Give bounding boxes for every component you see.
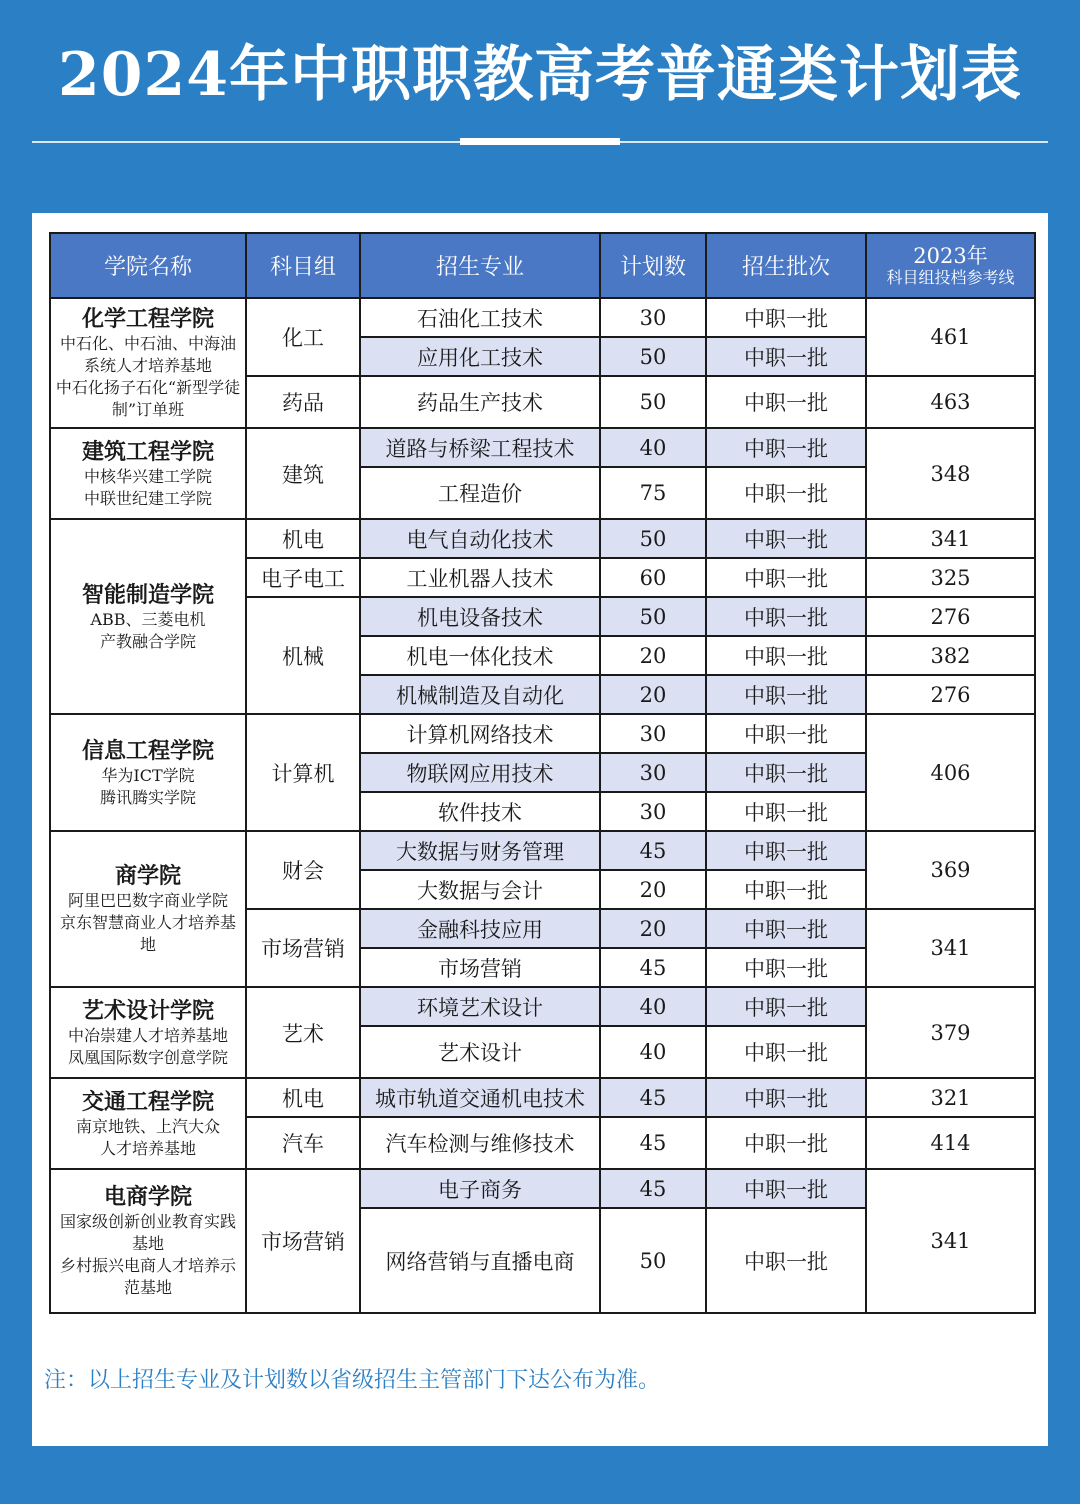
major-cell: 大数据与财务管理: [360, 831, 600, 870]
table-row: [50, 298, 1035, 337]
major-cell: 工业机器人技术: [360, 558, 600, 597]
reference-line-cell: 341: [866, 519, 1035, 558]
header-line-year: 2023年: [913, 243, 988, 268]
college-cell: [50, 1169, 246, 1313]
batch-cell: 中职一批: [706, 558, 866, 597]
college-description: 乡村振兴电商人才培养示范基地: [59, 1256, 236, 1297]
major-cell: 机电设备技术: [360, 597, 600, 636]
reference-line-cell: 348: [866, 428, 1035, 519]
college-description: 中联世纪建工学院: [83, 488, 212, 508]
page-title: 2024年中职职教高考普通类计划表: [58, 40, 1022, 110]
reference-line-cell: 414: [866, 1117, 1035, 1169]
plan-count-cell: 50: [600, 337, 706, 376]
header-line-label: 科目组投档参考线: [886, 267, 1015, 287]
batch-cell: 中职一批: [706, 1169, 866, 1208]
major-cell: 市场营销: [360, 948, 600, 987]
reference-line-cell: 406: [866, 714, 1035, 831]
college-cell: [50, 831, 246, 987]
plan-count-cell: 20: [600, 636, 706, 675]
major-cell: 电气自动化技术: [360, 519, 600, 558]
college-name: 商学院: [114, 863, 181, 889]
batch-cell: 中职一批: [706, 675, 866, 714]
header-college: 学院名称: [50, 233, 246, 298]
major-cell: 电子商务: [360, 1169, 600, 1208]
batch-cell: 中职一批: [706, 792, 866, 831]
college-name: 化学工程学院: [81, 306, 214, 332]
major-cell: 软件技术: [360, 792, 600, 831]
plan-count-cell: 50: [600, 376, 706, 428]
college-name: 交通工程学院: [81, 1088, 214, 1115]
batch-cell: 中职一批: [706, 1117, 866, 1169]
content-card: [32, 213, 1048, 1446]
major-cell: 大数据与会计: [360, 870, 600, 909]
college-description: 中冶崇建人才培养基地: [67, 1025, 228, 1045]
batch-cell: 中职一批: [706, 519, 866, 558]
header-major: 招生专业: [360, 233, 600, 298]
table-row: [50, 714, 1035, 753]
plan-count-cell: 20: [600, 675, 706, 714]
major-cell: 道路与桥梁工程技术: [360, 428, 600, 467]
major-cell: 汽车检测与维修技术: [360, 1117, 600, 1169]
batch-cell: 中职一批: [706, 1208, 866, 1313]
subject-group-cell: 市场营销: [246, 909, 360, 987]
major-cell: 计算机网络技术: [360, 714, 600, 753]
college-description: 凤凰国际数字创意学院: [67, 1047, 228, 1067]
college-cell: [50, 1078, 246, 1169]
plan-count-cell: 20: [600, 870, 706, 909]
plan-count-cell: 50: [600, 1208, 706, 1313]
reference-line-cell: 369: [866, 831, 1035, 909]
college-cell: [50, 298, 246, 428]
subject-group-cell: 化工: [246, 298, 360, 376]
plan-count-cell: 50: [600, 519, 706, 558]
batch-cell: 中职一批: [706, 636, 866, 675]
college-description: 中石化扬子石化“新型学徒制”订单班: [55, 378, 241, 419]
plan-count-cell: 45: [600, 1078, 706, 1117]
college-name: 建筑工程学院: [81, 438, 214, 465]
reference-line-cell: 276: [866, 597, 1035, 636]
college-description: 华为ICT学院: [101, 765, 195, 785]
batch-cell: 中职一批: [706, 467, 866, 519]
reference-line-cell: 341: [866, 1169, 1035, 1313]
reference-line-cell: 463: [866, 376, 1035, 428]
college-name: 电商学院: [103, 1184, 192, 1210]
college-description: 产教融合学院: [99, 631, 196, 651]
batch-cell: 中职一批: [706, 376, 866, 428]
subject-group-cell: 机电: [246, 1078, 360, 1117]
college-description: 人才培养基地: [99, 1138, 196, 1158]
major-cell: 环境艺术设计: [360, 987, 600, 1026]
header-reference-line: [866, 233, 1035, 298]
batch-cell: 中职一批: [706, 1078, 866, 1117]
batch-cell: 中职一批: [706, 298, 866, 337]
table-body: [50, 298, 1035, 1313]
table-row: [50, 428, 1035, 467]
table-row: [50, 1169, 1035, 1208]
plan-count-cell: 75: [600, 467, 706, 519]
plan-count-cell: 20: [600, 909, 706, 948]
plan-count-cell: 50: [600, 597, 706, 636]
major-cell: 网络营销与直播电商: [360, 1208, 600, 1313]
batch-cell: 中职一批: [706, 753, 866, 792]
major-cell: 机电一体化技术: [360, 636, 600, 675]
college-description: 中石化、中石油、中海油系统人才培养基地: [59, 334, 236, 375]
college-description: ABB、三菱电机: [90, 609, 206, 629]
subject-group-cell: 财会: [246, 831, 360, 909]
major-cell: 药品生产技术: [360, 376, 600, 428]
plan-count-cell: 45: [600, 1117, 706, 1169]
batch-cell: 中职一批: [706, 597, 866, 636]
college-cell: [50, 428, 246, 519]
college-description: 国家级创新创业教育实践基地: [59, 1212, 236, 1253]
reference-line-cell: 379: [866, 987, 1035, 1078]
major-cell: 艺术设计: [360, 1026, 600, 1078]
header-group: 科目组: [246, 233, 360, 298]
subject-group-cell: 艺术: [246, 987, 360, 1078]
subject-group-cell: 药品: [246, 376, 360, 428]
reference-line-cell: 321: [866, 1078, 1035, 1117]
major-cell: 石油化工技术: [360, 298, 600, 337]
title-divider-accent: [460, 138, 620, 145]
major-cell: 金融科技应用: [360, 909, 600, 948]
major-cell: 物联网应用技术: [360, 753, 600, 792]
table-row: [50, 1078, 1035, 1117]
major-cell: 机械制造及自动化: [360, 675, 600, 714]
plan-count-cell: 40: [600, 428, 706, 467]
major-cell: 工程造价: [360, 467, 600, 519]
batch-cell: 中职一批: [706, 337, 866, 376]
footnote: 注：以上招生专业及计划数以省级招生主管部门下达公布为准。: [44, 1368, 661, 1393]
table-header-row: [50, 233, 1035, 298]
table-row: [50, 519, 1035, 558]
college-cell: [50, 987, 246, 1078]
plan-count-cell: 45: [600, 1169, 706, 1208]
college-description: 阿里巴巴数字商业学院: [67, 891, 228, 910]
college-name: 艺术设计学院: [81, 997, 214, 1024]
plan-count-cell: 60: [600, 558, 706, 597]
college-name: 信息工程学院: [81, 737, 214, 764]
plan-count-cell: 30: [600, 298, 706, 337]
college-cell: [50, 519, 246, 714]
plan-count-cell: 30: [600, 753, 706, 792]
table-row: [50, 831, 1035, 870]
reference-line-cell: 382: [866, 636, 1035, 675]
reference-line-cell: 276: [866, 675, 1035, 714]
batch-cell: 中职一批: [706, 428, 866, 467]
enrollment-plan-table: [49, 232, 1036, 1314]
subject-group-cell: 电子电工: [246, 558, 360, 597]
subject-group-cell: 汽车: [246, 1117, 360, 1169]
header-plan: 计划数: [600, 233, 706, 298]
header-batch: 招生批次: [706, 233, 866, 298]
subject-group-cell: 建筑: [246, 428, 360, 519]
reference-line-cell: 341: [866, 909, 1035, 987]
batch-cell: 中职一批: [706, 948, 866, 987]
plan-count-cell: 30: [600, 714, 706, 753]
plan-count-cell: 45: [600, 831, 706, 870]
plan-count-cell: 40: [600, 987, 706, 1026]
plan-count-cell: 40: [600, 1026, 706, 1078]
plan-count-cell: 30: [600, 792, 706, 831]
batch-cell: 中职一批: [706, 909, 866, 948]
subject-group-cell: 市场营销: [246, 1169, 360, 1313]
subject-group-cell: 机械: [246, 597, 360, 714]
batch-cell: 中职一批: [706, 831, 866, 870]
plan-count-cell: 45: [600, 948, 706, 987]
batch-cell: 中职一批: [706, 987, 866, 1026]
major-cell: 应用化工技术: [360, 337, 600, 376]
reference-line-cell: 325: [866, 558, 1035, 597]
college-cell: [50, 714, 246, 831]
batch-cell: 中职一批: [706, 870, 866, 909]
batch-cell: 中职一批: [706, 714, 866, 753]
batch-cell: 中职一批: [706, 1026, 866, 1078]
table-row: [50, 987, 1035, 1026]
college-description: 南京地铁、上汽大众: [75, 1116, 220, 1136]
major-cell: 城市轨道交通机电技术: [360, 1078, 600, 1117]
college-description: 京东智慧商业人才培养基地: [59, 913, 236, 954]
college-description: 腾讯腾实学院: [99, 787, 196, 807]
subject-group-cell: 计算机: [246, 714, 360, 831]
college-description: 中核华兴建工学院: [83, 466, 212, 486]
college-name: 智能制造学院: [81, 581, 214, 608]
subject-group-cell: 机电: [246, 519, 360, 558]
reference-line-cell: 461: [866, 298, 1035, 376]
